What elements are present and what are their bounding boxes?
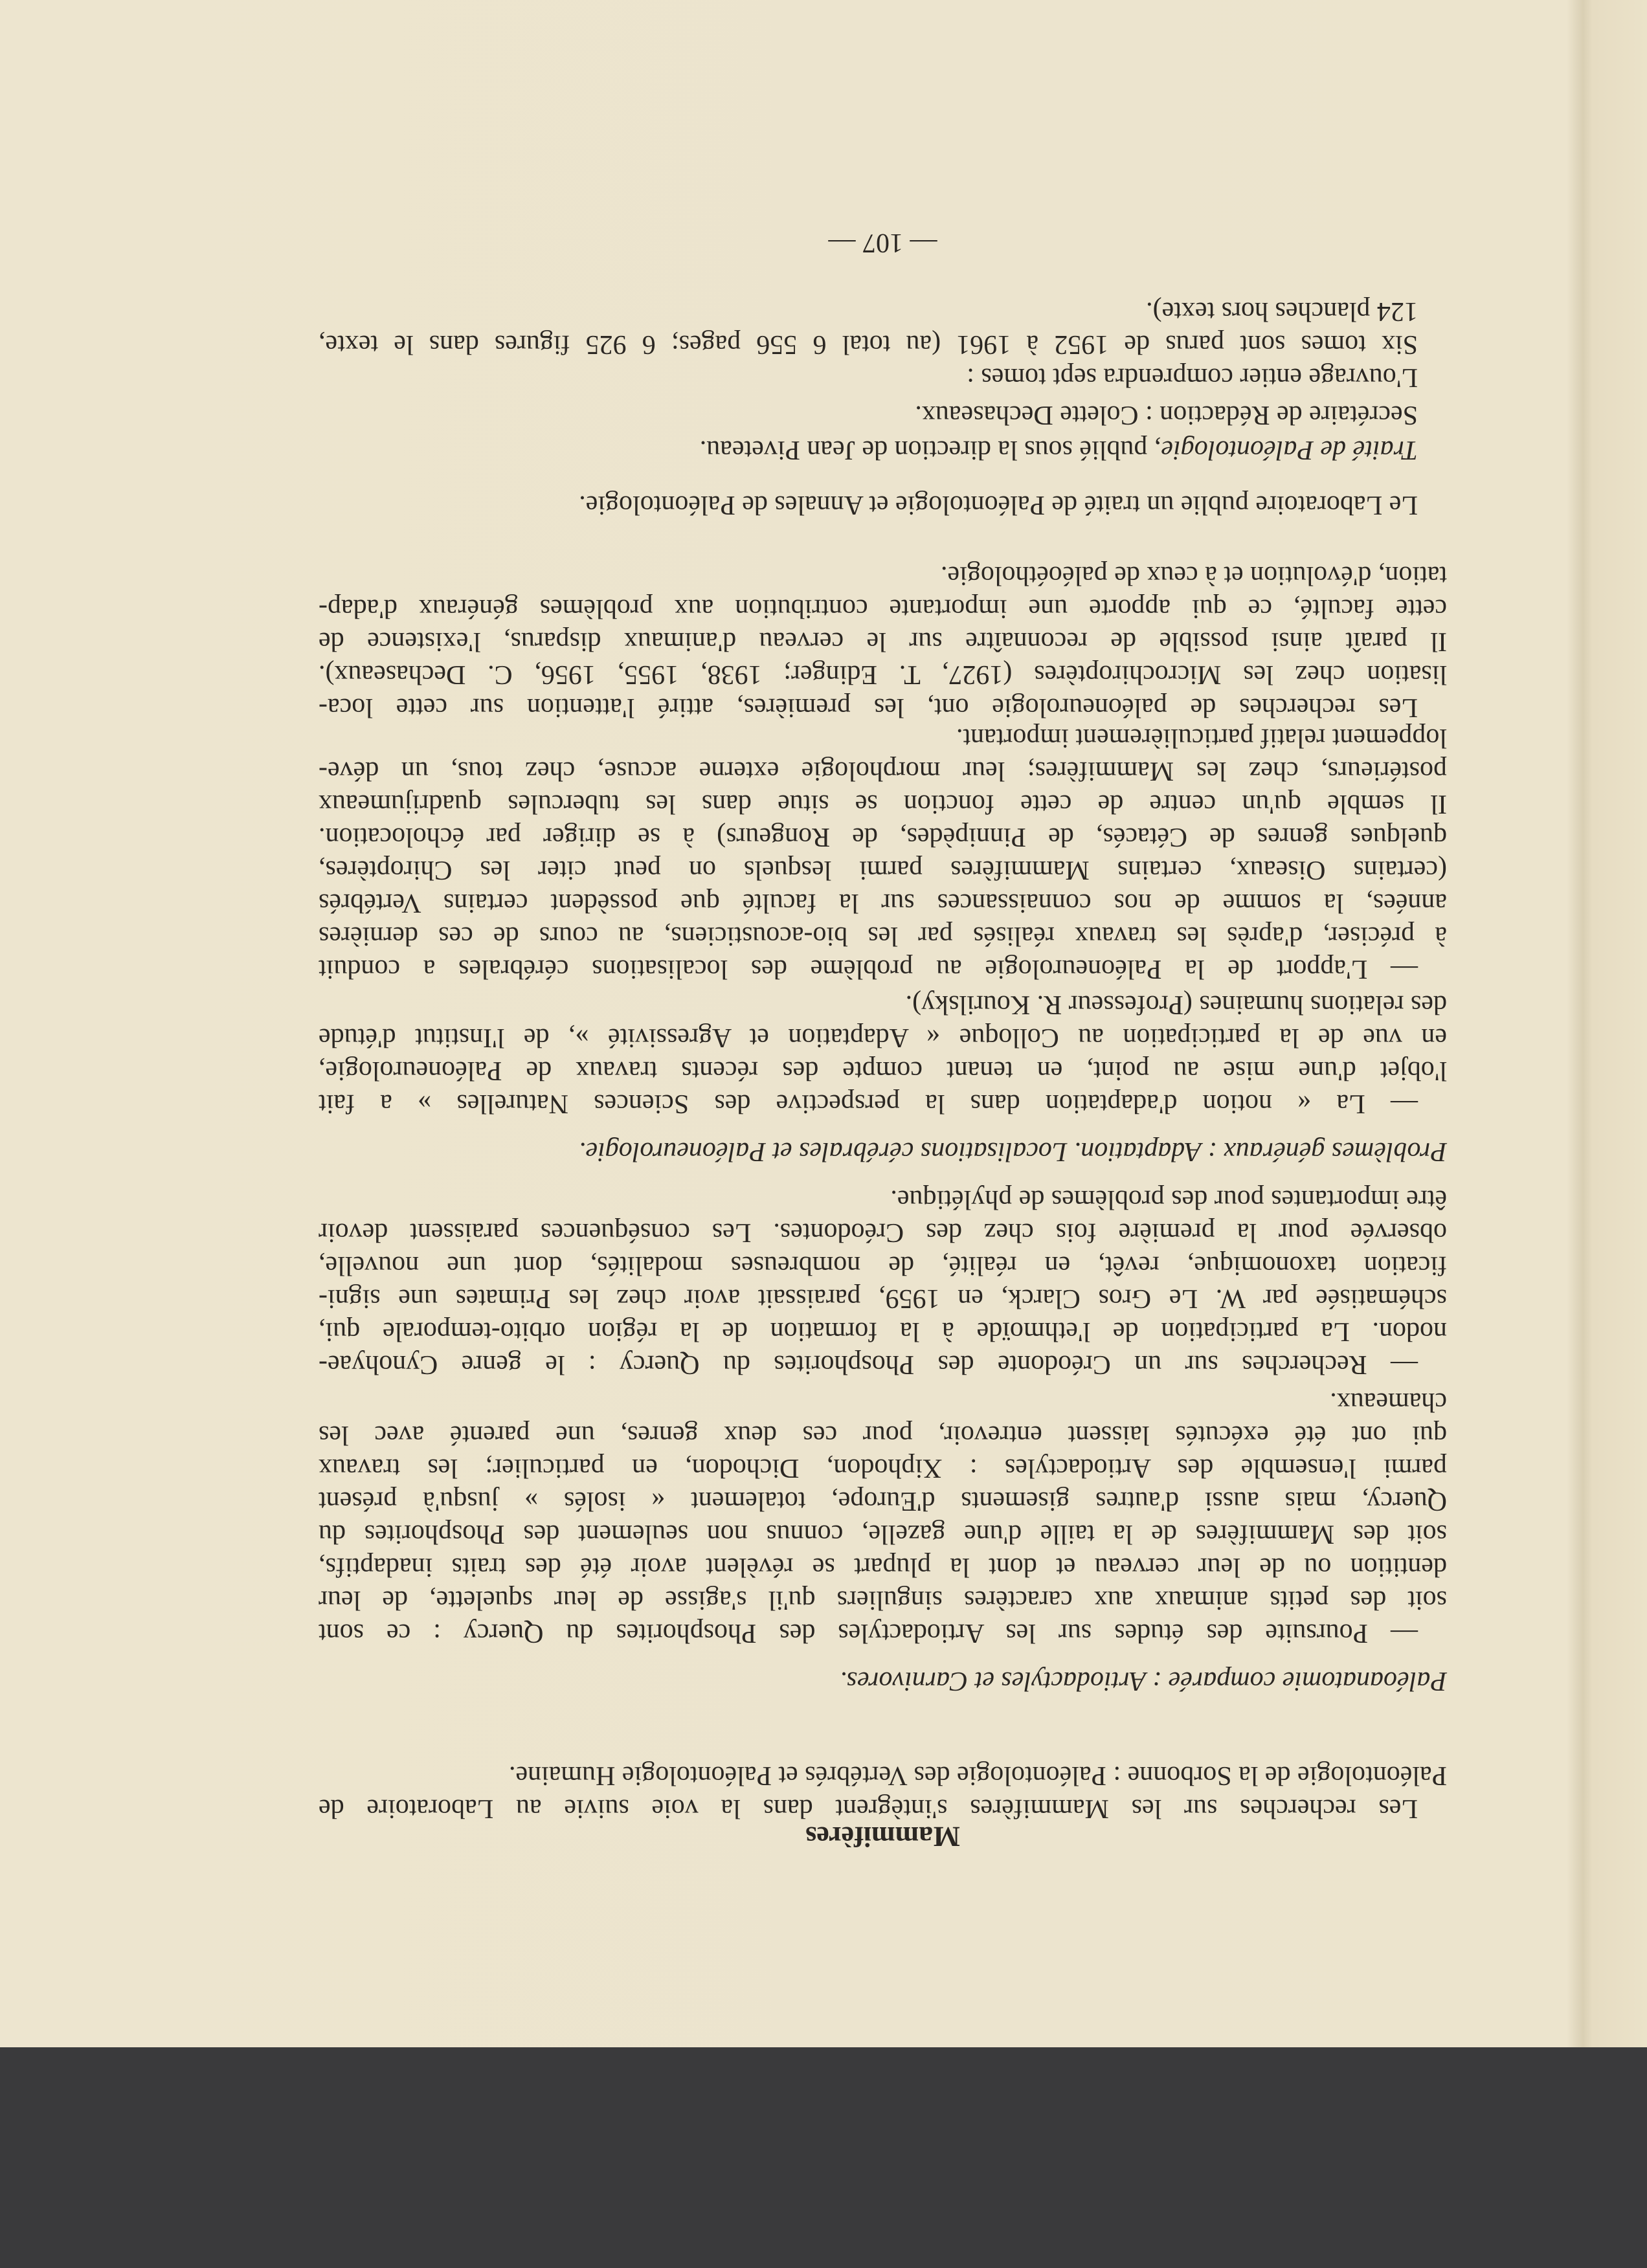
- paragraph-secretaire: [319, 398, 1447, 431]
- text-line: tation, d'évolution et à ceux de paléoéthologie.: [941, 561, 1447, 590]
- text-line: Le Laboratoire publie un traité de Paléontologie et Annales de Paléontologie.: [579, 490, 1418, 520]
- text-line: observée pour la première fois chez des Créodontes. Les conséquences paraissent devoir: [319, 1217, 1447, 1247]
- paragraph-artiodactyles: [319, 1385, 1447, 1649]
- text-line: schématisée par W. Le Gros Clarck, en 1959, paraissait avoir chez les Primates une signi-: [319, 1284, 1447, 1313]
- text-line: postérieurs, chez les Mammifères; leur morphologie externe accuse, chez tous, un déve-: [319, 756, 1447, 786]
- text-line: nodon. La participation de l'ethmoïde à la formation de la région orbito-temporale qui,: [319, 1317, 1447, 1346]
- text-line: Paléontologie de la Sorbonne : Paléontologie des Vertébrés et Paléontologie Humaine.: [508, 1761, 1447, 1790]
- text-line: Traité de Paléontologie, publié sous la direction de Jean Piveteau.: [699, 435, 1418, 465]
- paragraph-traite: [319, 433, 1447, 466]
- subheading-subheading-paleoanatomie: [319, 1664, 1447, 1697]
- text-line: lisation chez les Microchiroptères (1927, T. Edinger; 1938, 1955, 1956, C. Dechaseaux).: [319, 660, 1447, 689]
- text-line: Il semble qu'un centre de cette fonction se situe dans les tubercules quadrijumeaux: [319, 789, 1447, 819]
- text-line: Paléoanatomie comparée : Artiodactyles et Carnivores.: [840, 1666, 1447, 1696]
- scanner-background: [0, 2047, 1647, 2268]
- text-line: en vue de la participation au Colloque « Adaptation et Agressivité », de l'Institut d'étude: [319, 1023, 1447, 1052]
- text-line: chameaux.: [1330, 1387, 1447, 1417]
- text-line: dentition ou de leur cerveau et dont la plupart se révèlent avoir été des traits inadaptifs,: [319, 1552, 1447, 1582]
- text-line: soit des Mammifères de la taille d'une gazelle, connus non seulement des Phosphorites du: [319, 1519, 1447, 1549]
- text-line: parmi l'ensemble des Artiodactyles : Xiphodon, Dichodon, en particulier; les travaux: [319, 1453, 1447, 1483]
- paragraph-tomes: [319, 295, 1447, 361]
- text-line: Six tomes sont parus de 1952 à 1961 (au total 6 556 pages; 6 925 figures dans le texte,: [319, 329, 1418, 359]
- paragraph-intro: [319, 1759, 1447, 1825]
- text-line: soit des petits animaux aux caractères singuliers qu'il s'agisse de leur squelette, de leur: [319, 1585, 1447, 1615]
- subheading-subheading-problemes: [319, 1135, 1447, 1168]
- text-line: Quercy, mais aussi d'autres gisements d'Europe, totalement « isolés » jusqu'à présent: [319, 1486, 1447, 1516]
- paragraph-adaptation: [319, 988, 1447, 1120]
- text-line: Les recherches de paléoneurologie ont, les premières, attiré l'attention sur cette loca-: [319, 693, 1418, 722]
- text-line: (certains Oiseaux, certains Mammifères parmi lesquels on peut citer les Chiroptères,: [319, 855, 1447, 885]
- text-line: — La « notion d'adaptation dans la perspective des Sciences Naturelles » a fait: [319, 1089, 1418, 1118]
- paragraph-paleoneurologie: [319, 559, 1447, 724]
- text-line: quelques genres de Cétacés, de Pinnipèdes, de Rongeurs) à se diriger par écholocation.: [319, 822, 1447, 852]
- text-line: — Poursuite des études sur les Artiodactyles des Phosphorites du Quercy : ce sont: [319, 1618, 1418, 1648]
- page-number: — 107 —: [828, 228, 937, 258]
- section-heading: Mammifères: [805, 1821, 960, 1852]
- text-line: — Recherches sur un Créodonte des Phosphorites du Quercy : le genre Cynohyae-: [319, 1350, 1418, 1379]
- book-title: Traité de Paléontologie: [1161, 435, 1418, 465]
- paragraph-localisations: [319, 721, 1447, 985]
- text-line: des relations humaines (Professeur R. Kourilsky).: [905, 990, 1447, 1019]
- text-line: être importantes pour des problèmes de phylétique.: [890, 1184, 1447, 1214]
- text-line: Il paraît ainsi possible de reconnaître sur le cerveau d'animaux disparus, l'existence de: [319, 627, 1447, 656]
- text-line: années, la somme de nos connaissances sur la faculté que possèdent certains Vertébrés: [319, 888, 1447, 918]
- paragraph-creodonte: [319, 1183, 1447, 1381]
- text-line: qui ont été exécutés laissent entrevoir, pour ces deux genres, une parenté avec les: [319, 1420, 1447, 1450]
- paragraph-publications: [319, 488, 1447, 521]
- text-line: 124 planches hors texte).: [1146, 296, 1418, 326]
- text-line: Problèmes généraux : Adaptation. Localisations cérébrales et Paléoneurologie.: [578, 1137, 1447, 1166]
- text-line: Les recherches sur les Mammifères s'intègrent dans la voie suivie au Laboratoire de: [319, 1794, 1418, 1823]
- text-line: — L'apport de la Paléoneurologie au problème des localisations cérébrales a conduit: [319, 954, 1418, 984]
- paragraph-ouvrage: [319, 361, 1447, 394]
- text-line: Secrétaire de Rédaction : Colette Dechaseaux.: [915, 400, 1418, 430]
- text-line: loppement relatif particulièrement important.: [956, 723, 1447, 753]
- text-line: l'objet d'une mise au point, en tenant compte des récents travaux de Paléoneurologie,: [319, 1056, 1447, 1085]
- text-line: à préciser, d'après les travaux réalisés par les bio-acousticiens, au cours de ces dernières: [319, 921, 1447, 951]
- text-line: cette faculté, ce qui apporte une importante contribution aux problèmes généraux d'adap-: [319, 594, 1447, 623]
- text-line: L'ouvrage entier comprendra sept tomes :: [967, 362, 1418, 392]
- text-line: fication taxonomique, revêt, en réalité, de nombreuses modalités, dont une nouvelle,: [319, 1251, 1447, 1280]
